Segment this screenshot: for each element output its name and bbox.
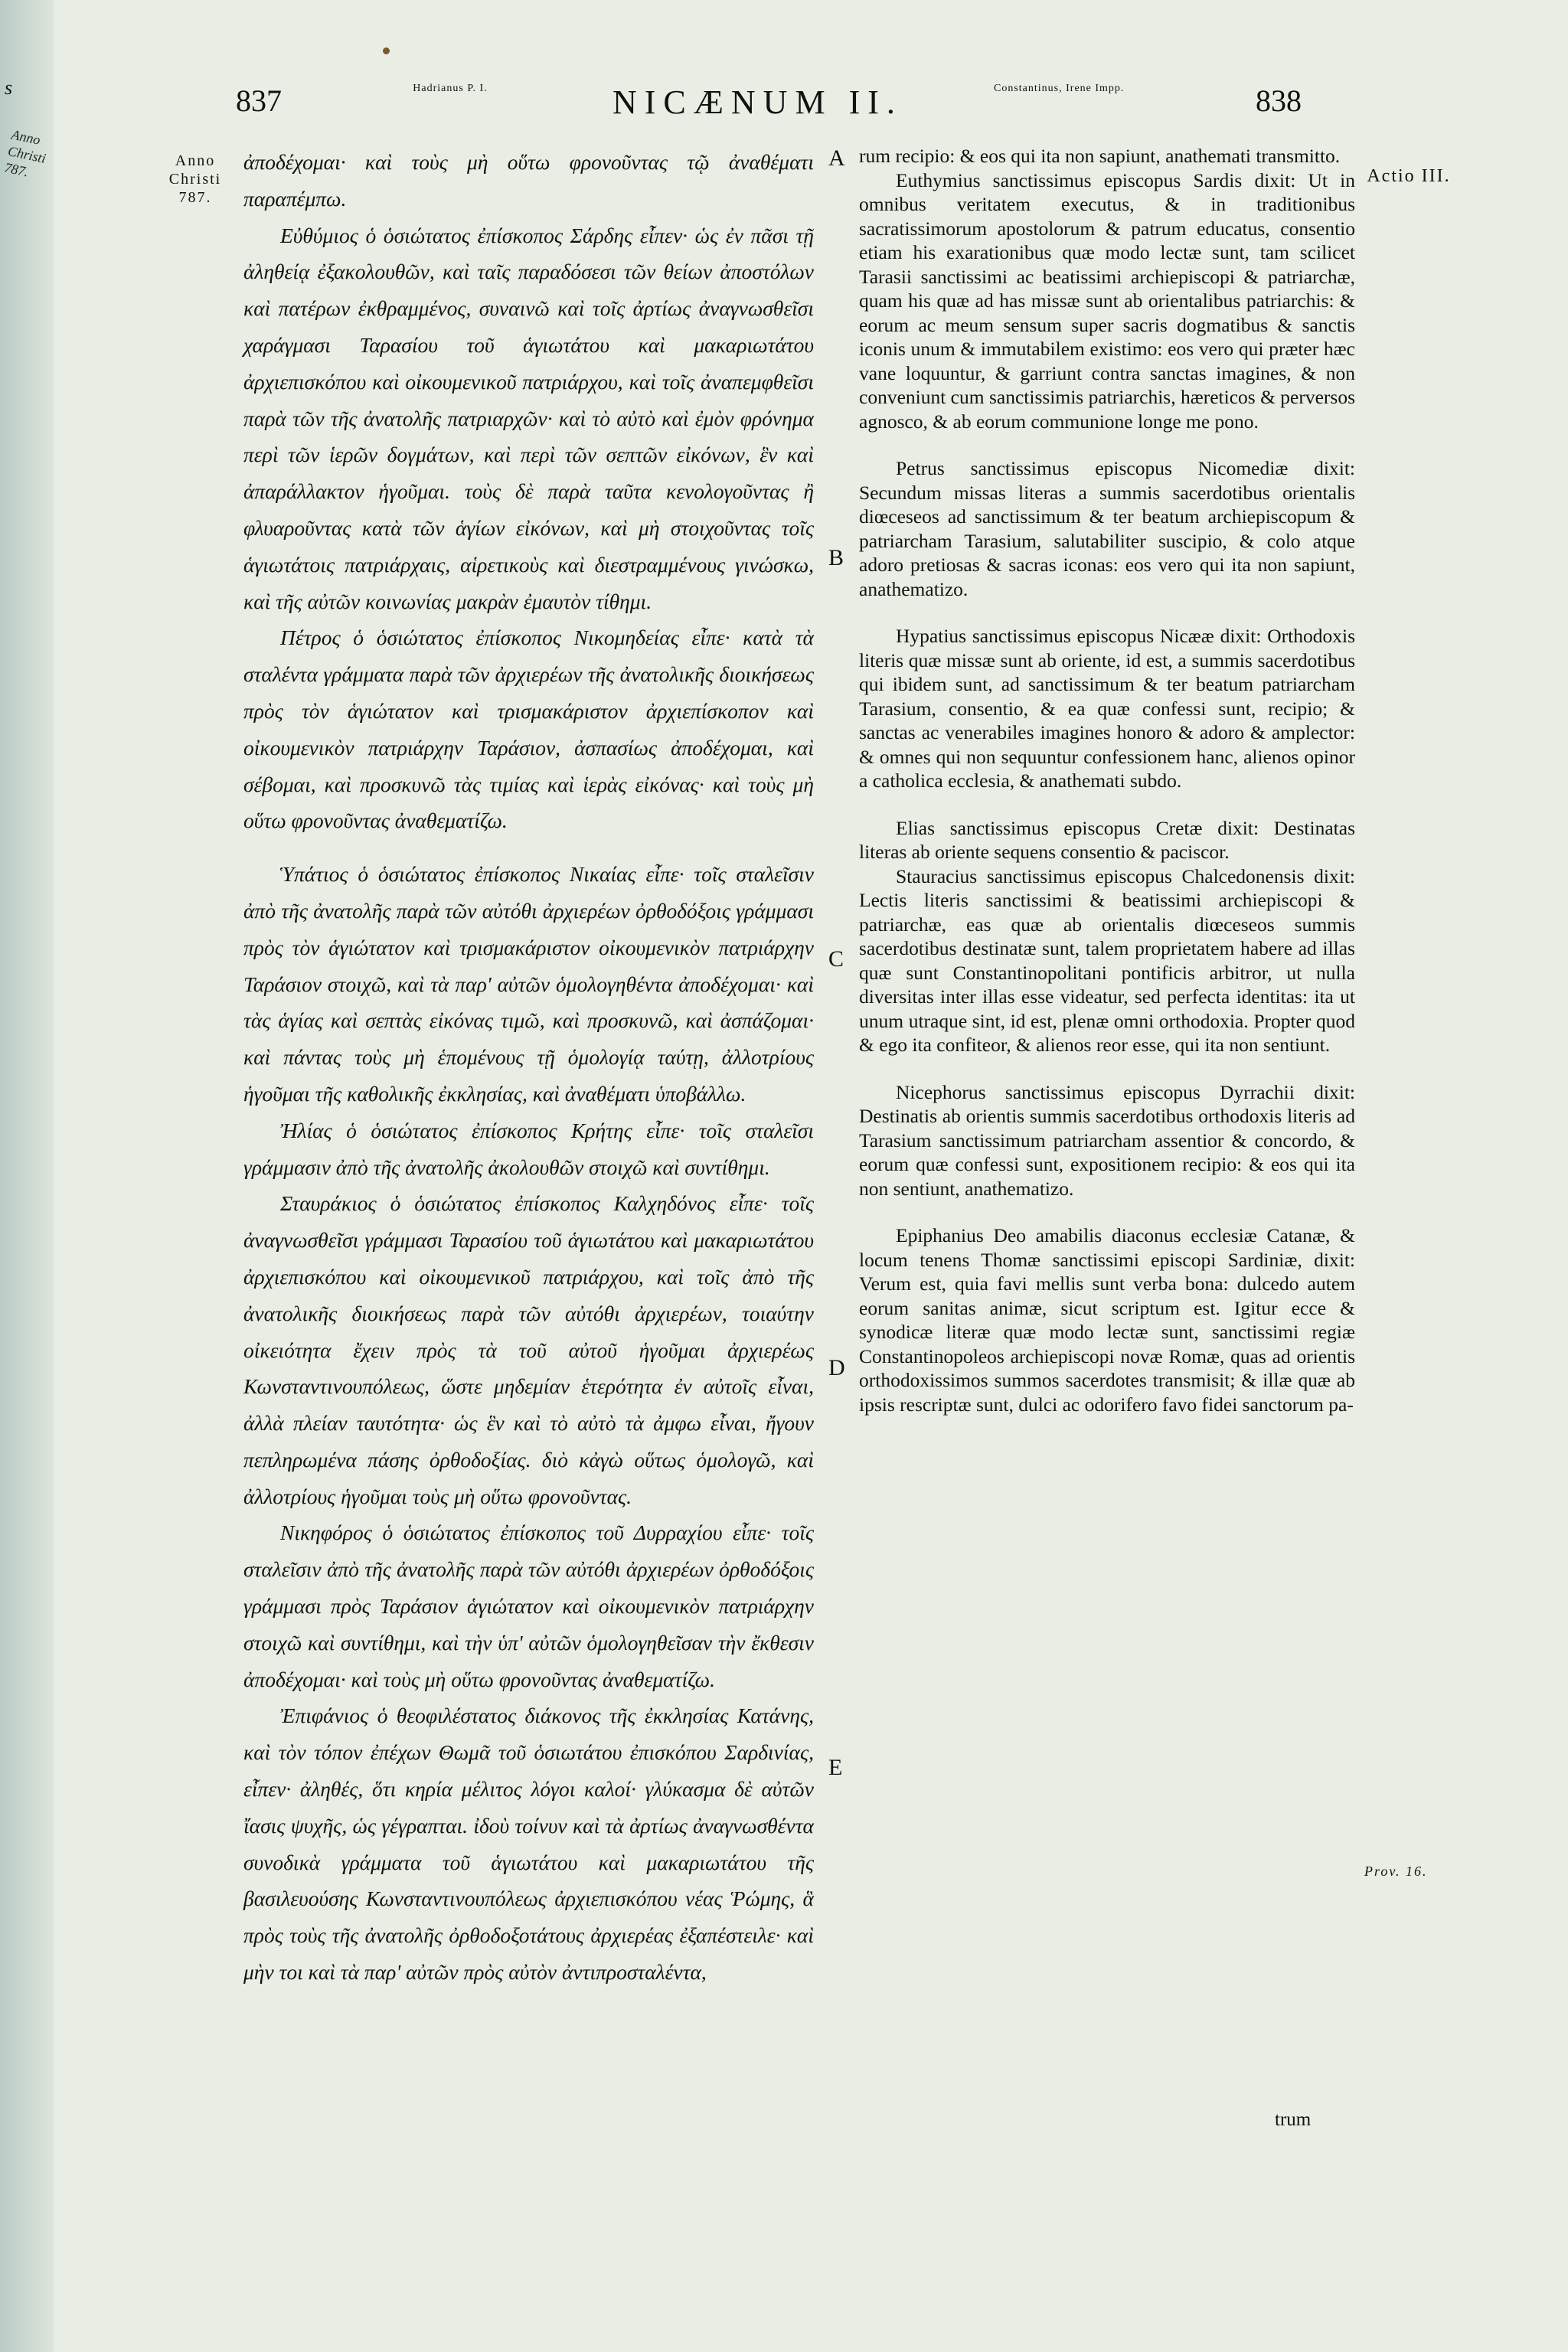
latin-paragraph: Elias sanctissimus episcopus Cretæ dixit: Destinatas literas ab oriente sequens consentio & paciscor.	[859, 816, 1355, 863]
section-letter-a: A	[828, 145, 845, 171]
greek-paragraph: Ἠλίας ὁ ὁσιώτατος ἐπίσκοπος Κρήτης εἶπε· τοῖς σταλεῖσι γράμμασιν ἀπὸ τῆς ἀνατολῆς ἀκολουθῶν στοιχῶ καὶ συντίθημι.	[243, 1118, 814, 1179]
greek-paragraph: Ἐπιφάνιος ὁ θεοφιλέστατος διάκονος τῆς ἐκκλησίας Κατάνης, καὶ τὸν τόπον ἐπέχων Θωμᾶ τοῦ ὁσιωτάτου ἐπισκόπου Σαρδινίας, εἶπεν· ἀληθές, ὅτι κηρία μέλιτος λόγοι καλοί· γλύκασμα δὲ αὐτῶν ἴασις ψυχῆς, ὡς γέγραπται. ἰδοὺ τοίνυν καὶ τὰ ἀρτίως ἀναγνωσθέντα συνοδικὰ γράμματα τοῦ ἁγιωτάτου καὶ μακαριωτάτου τῆς βασιλευούσης Κωνσταντινουπόλεως ἀρχιεπισκόπου νέας Ῥώμης, ἃ πρὸς τοὺς τῆς ἀνατολῆς ὀρθοδοξοτάτους ἀρχιερέας ἐξαπέστειλε· καὶ μὴν τοι καὶ τὰ παρ' αὐτῶν πρὸς αὐτὸν ἀντιπροσταλέντα,	[243, 1704, 814, 1984]
greek-paragraph: Σταυράκιος ὁ ὁσιώτατος ἐπίσκοπος Καλχηδόνος εἶπε· τοῖς ἀναγνωσθεῖσι γράμμασι Ταρασίου τοῦ ἁγιωτάτου καὶ μακαριωτάτου ἀρχιεπισκόπου καὶ οἰκουμενικοῦ πατριάρχου, καὶ τοῖς ἀπὸ τῆς ἀνατολικῆς διοικήσεως παρὰ τῶν αὐτόθι ἀρχιερέων, τοιαύτην οἰκειότητα ἔχειν πρὸς τὰ τοῦ αὐτοῦ ἡγοῦμαι ἀρχιερέως Κωνσταντινουπόλεως, ὥστε μηδεμίαν ἑτερότητα ἐν αὐτοῖς εἶναι, ἀλλὰ πλείαν ταυτότητα· ὡς ἓν καὶ τὸ αὐτὸ τὰ ἀμφω εἶναι, ἤγουν πεπληρωμένα πάσης ὀρθοδοξίας. διὸ κἀγὼ οὕτως ὁμολογῶ, καὶ ἀλλοτρίους ἡγοῦμαι τοὺς μὴ οὕτω φρονοῦντας.	[243, 1191, 814, 1508]
running-head-title: NICÆNUM II.	[612, 83, 903, 121]
greek-paragraph: ἀποδέχομαι· καὶ τοὺς μὴ οὕτω φρονοῦντας τῷ ἀναθέματι παραπέμπω.	[243, 150, 814, 211]
section-letter-b: B	[828, 545, 844, 570]
section-letter-e: E	[828, 1755, 843, 1780]
greek-column	[243, 144, 814, 1991]
running-head-emperors: Constantinus, Irene Impp.	[994, 83, 1125, 94]
latin-paragraph: Epiphanius Deo amabilis diaconus ecclesiæ Catanæ, & locum tenens Thomæ sanctissimi episcopi Sardiniæ, dixit: Verum est, quia favi mellis sunt verba bona: dulcedo autem eorum sanitas animæ, sicut scriptum est. Igitur ecce & synodicæ literæ quæ modo lectæ sunt, sanctissimi regiæ Constantinopoleos archiepiscopi novæ Romæ, quas ad orientis orthodoxissimos summos sacerdotes transmisit; & illæ quæ ab ipsis rescriptæ sunt, dulci ac odorifero favo fidei sanctorum pa-	[859, 1224, 1355, 1416]
latin-paragraph: Nicephorus sanctissimus episcopus Dyrrachii dixit: Destinatis ab orientis summis sacerdotibus orthodoxis literis ad Tarasium sanctissimum patriarcham assentior & concordo, & eorum quæ confessi sunt, expositionem recipio: & eos qui ita non sentiunt, anathematizo.	[859, 1080, 1355, 1200]
margin-note-actio: Actio III.	[1367, 166, 1451, 186]
greek-paragraph: Νικηφόρος ὁ ὁσιώτατος ἐπίσκοπος τοῦ Δυρραχίου εἶπε· τοῖς σταλεῖσιν ἀπὸ τῆς ἀνατολῆς παρὰ τῶν αὐτόθι ἀρχιερέων ὀρθοδόξοις γράμμασι πρὸς Ταράσιον ἁγιώτατον καὶ οἰκουμενικὸν πατριάρχην στοιχῶ καὶ συντίθημι, καὶ τὴν ὑπ' αὐτῶν ὁμολογηθεῖσαν τὴν ἔκθεσιν ἀποδέχομαι· καὶ τοὺς μὴ οὕτω φρονοῦντας ἀναθεματίζω.	[243, 1521, 814, 1691]
greek-paragraph: Πέτρος ὁ ὁσιώτατος ἐπίσκοπος Νικομηδείας εἶπε· κατὰ τὰ σταλέντα γράμματα παρὰ τῶν ἀρχιερέων τῆς ἀνατολικῆς διοικήσεως πρὸς τὸν ἁγιώτατον καὶ τρισμακάριστον ἀρχιεπίσκοπον καὶ οἰκουμενικὸν πατριάρχην Ταράσιον, ἀσπασίως ἀποδέχομαι, καὶ σέβομαι, καὶ προσκυνῶ τὰς τιμίας καὶ ἱερὰς εἰκόνας· καὶ τοὺς μὴ οὕτω φρονοῦντας ἀναθεματίζω.	[243, 626, 814, 833]
running-head-pope: Hadrianus P. I.	[413, 83, 488, 94]
latin-paragraph: Petrus sanctissimus episcopus Nicomediæ dixit: Secundum missas literas a summis sacerdotibus orientalis diœceseos ad sanctissimum & ter beatum archiepiscopum & patriarcham Tarasium, salutabiliter suscipio, & colo atque adoro pretiosas & sacras iconas: eos vero qui ita non sapiunt, anathematizo.	[859, 457, 1355, 600]
latin-paragraph: Hypatius sanctissimus episcopus Nicææ dixit: Orthodoxis literis quæ missæ sunt ab oriente, id est, a summis sacerdotibus qui ibidem sunt, ad sanctissimum & ter beatum patriarcham Tarasium, consentio, & ea quæ confessi sunt, recipio; & sanctas ac venerabiles imagines honoro & adoro & amplector: & omnes qui non sequuntur confessionem hanc, alienos opinor a catholica ecclesia, & anathemati subdo.	[859, 625, 1355, 792]
latin-column	[859, 144, 1355, 1416]
greek-paragraph: Εὐθύμιος ὁ ὁσιώτατος ἐπίσκοπος Σάρδης εἶπεν· ὡς ἐν πᾶσι τῇ ἀληθείᾳ ἐξακολουθῶν, καὶ ταῖς παραδόσεσι τῶν θείων ἀποστόλων καὶ πατέρων ἐκθραμμένος, συναινῶ καὶ τοῖς ἀρτίως ἀναγνωσθεῖσι χαράγμασι Ταρασίου τοῦ ἁγιωτάτου καὶ μακαριωτάτου ἀρχιεπισκόπου καὶ οἰκουμενικοῦ πατριάρχου, καὶ τοῖς ἀναπεμφθεῖσι παρὰ τῶν τῆς ἀνατολῆς πατριαρχῶν· καὶ τὸ αὐτὸ καὶ ἐμὸν φρόνημα περὶ τῶν ἱερῶν δογμάτων, καὶ περὶ τῶν σεπτῶν εἰκόνων, ἓν καὶ ἀπαράλλακτον ἡγοῦμαι. τοὺς δὲ παρὰ ταῦτα κενολογοῦντας ἢ φλυαροῦντας κατὰ τῶν ἁγίων εἰκόνων, καὶ μὴ στοιχοῦντας τοῖς ἁγιωτάτοις πατριάρχαις, αἱρετικοὺς καὶ διεστραμμένους γινώσκω, καὶ τῆς αὐτῶν κοινωνίας μακρὰν ἐμαυτὸν τίθημι.	[243, 223, 814, 613]
page-number-right: 838	[1256, 83, 1302, 118]
section-letter-c: C	[828, 946, 844, 972]
greek-paragraph: Ὑπάτιος ὁ ὁσιώτατος ἐπίσκοπος Νικαίας εἶπε· τοῖς σταλεῖσιν ἀπὸ τῆς ἀνατολῆς παρὰ τῶν αὐτόθι ἀρχιερέων ὀρθοδόξοις γράμμασι πρὸς τὸν ἁγιώτατον καὶ τρισμακάριστον οἰκουμενικὸν πατριάρχην Ταράσιον στοιχῶ, καὶ τὰ παρ' αὐτῶν ὁμολογηθέντα ἀποδέχομαι· καὶ τὰς ἁγίας καὶ σεπτὰς εἰκόνας τιμῶ, καὶ προσκυνῶ, καὶ ἀσπάζομαι· καὶ πάντας τοὺς μὴ ἑπομένους τῇ ὁμολογίᾳ ταύτῃ, ἀλλοτρίους ἡγοῦμαι τῆς καθολικῆς ἐκκλησίας, καὶ ἀναθέματι ὑποβάλλω.	[243, 862, 814, 1106]
page-number-left: 837	[236, 83, 282, 118]
catchword: trum	[1275, 2109, 1312, 2130]
gutter-mark: s	[5, 77, 13, 99]
margin-note-anno: Anno Christi 787.	[168, 152, 222, 206]
ink-spot	[383, 47, 390, 54]
latin-paragraph: rum recipio: & eos qui ita non sapiunt, anathemati transmitto.	[859, 145, 1341, 167]
margin-note-prov: Prov. 16.	[1364, 1864, 1428, 1879]
gutter-note: Anno Christi 787.	[3, 126, 47, 180]
facing-page-edge	[0, 0, 54, 2352]
latin-paragraph: Stauracius sanctissimus episcopus Chalcedonensis dixit: Lectis literis sanctissimi & beatissimi archiepiscopi & patriarchæ, eas quæ ab orientalis diœceseos summis sacerdotibus destinatæ sunt, talem proprietatem habere ad illas quæ sunt Constantinopolitani pontificis arbitror, ut nulla diversitas inter illas esse videatur, sed perfecta identitas: ita ut unum utraque sint, id est, plenæ omni orthodoxia. Propter quod & ego ita confiteor, & alienos reor esse, qui ita non sentiunt.	[859, 864, 1355, 1056]
section-letter-d: D	[828, 1355, 845, 1380]
latin-paragraph: Euthymius sanctissimus episcopus Sardis dixit: Ut in omnibus veritatem executus, & in traditionibus sacratissimorum apostolorum & patrum educatus, consentio etiam his exarationibus quæ modo lectæ sunt, tam scilicet Tarasii sanctissimi ac beatissimi archiepiscopi & patriarchæ, quam his quæ ad has missæ sunt ab orientalibus patriarchis: & eorum ac meum sensum super sacris dogmatibus & sanctis iconis unum & immutabilem existimo: eos vero qui præter hæc vane loquuntur, & garriunt contra sanctas imagines, & non conveniunt cum sanctissimis patriarchis, hæreticos & perversos agnosco, & ab eorum communione longe me pono.	[859, 168, 1355, 433]
